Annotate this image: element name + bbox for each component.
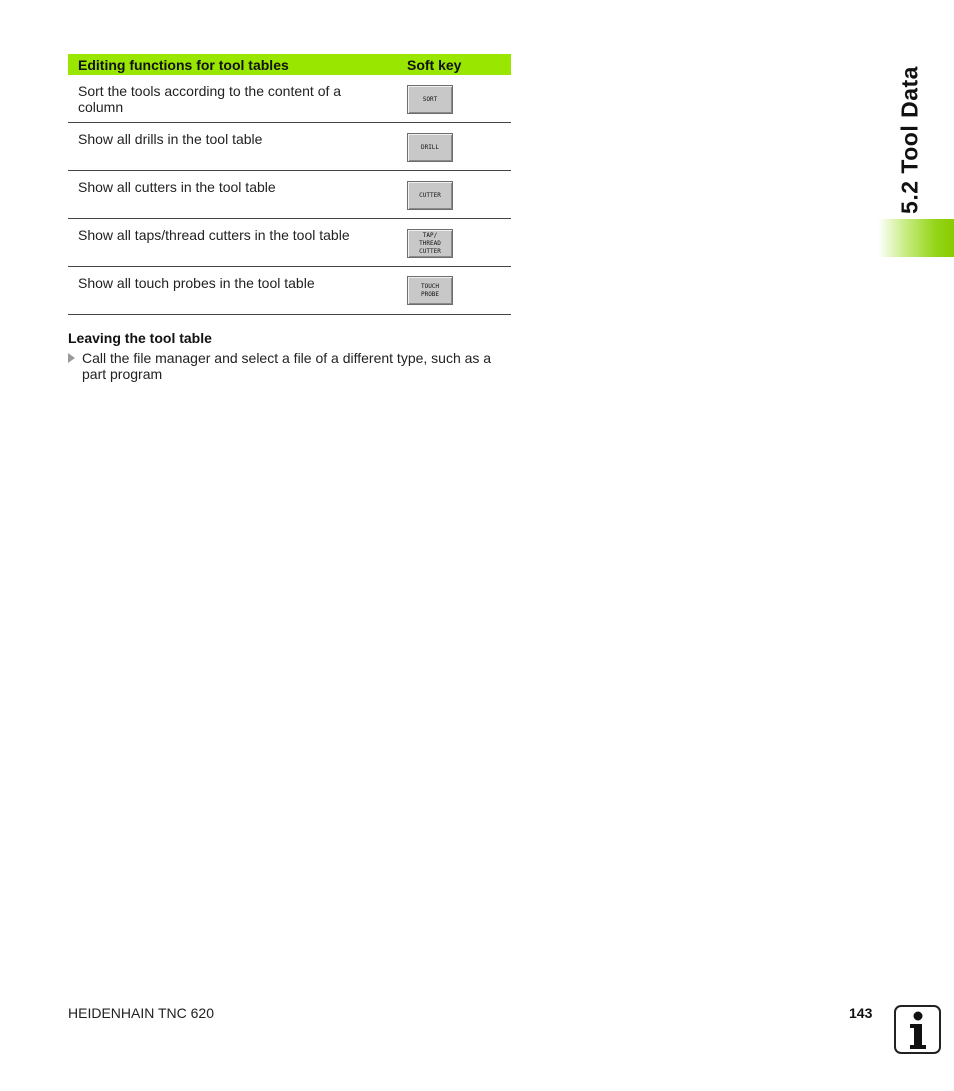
table-row <box>68 123 511 171</box>
drill-softkey[interactable]: DRILL <box>407 133 453 162</box>
row-description: Show all cutters in the tool table <box>78 179 276 195</box>
footer-product: HEIDENHAIN TNC 620 <box>68 1005 215 1021</box>
table-header <box>68 54 511 75</box>
row-description: Sort the tools according to the content of a column <box>78 83 342 115</box>
info-icon <box>894 1005 941 1054</box>
sort-softkey[interactable]: SORT <box>407 85 453 114</box>
row-description: Show all drills in the tool table <box>78 131 263 147</box>
editing-functions-table <box>68 54 511 315</box>
table-row <box>68 267 511 315</box>
triangle-bullet-icon <box>68 353 75 363</box>
chapter-title-text: 5.2 Tool Data <box>896 66 923 214</box>
row-description: Show all touch probes in the tool table <box>78 275 315 291</box>
bullet-instruction: Call the file manager and select a file of a different type, such as a part program <box>82 350 492 382</box>
table-row <box>68 75 511 123</box>
touch-probe-softkey[interactable]: TOUCH PROBE <box>407 276 453 305</box>
section-heading: Leaving the tool table <box>68 330 212 346</box>
table-row <box>68 219 511 267</box>
chapter-side-title <box>870 60 950 220</box>
tap-thread-cutter-softkey[interactable]: TAP/ THREAD CUTTER <box>407 229 453 258</box>
chapter-tab-marker <box>878 219 954 257</box>
header-soft-key: Soft key <box>407 56 462 73</box>
cutter-softkey[interactable]: CUTTER <box>407 181 453 210</box>
header-editing-functions: Editing functions for tool tables <box>78 56 289 73</box>
table-row <box>68 171 511 219</box>
row-description: Show all taps/thread cutters in the tool table <box>78 227 350 243</box>
page-number: 143 <box>849 1005 873 1021</box>
